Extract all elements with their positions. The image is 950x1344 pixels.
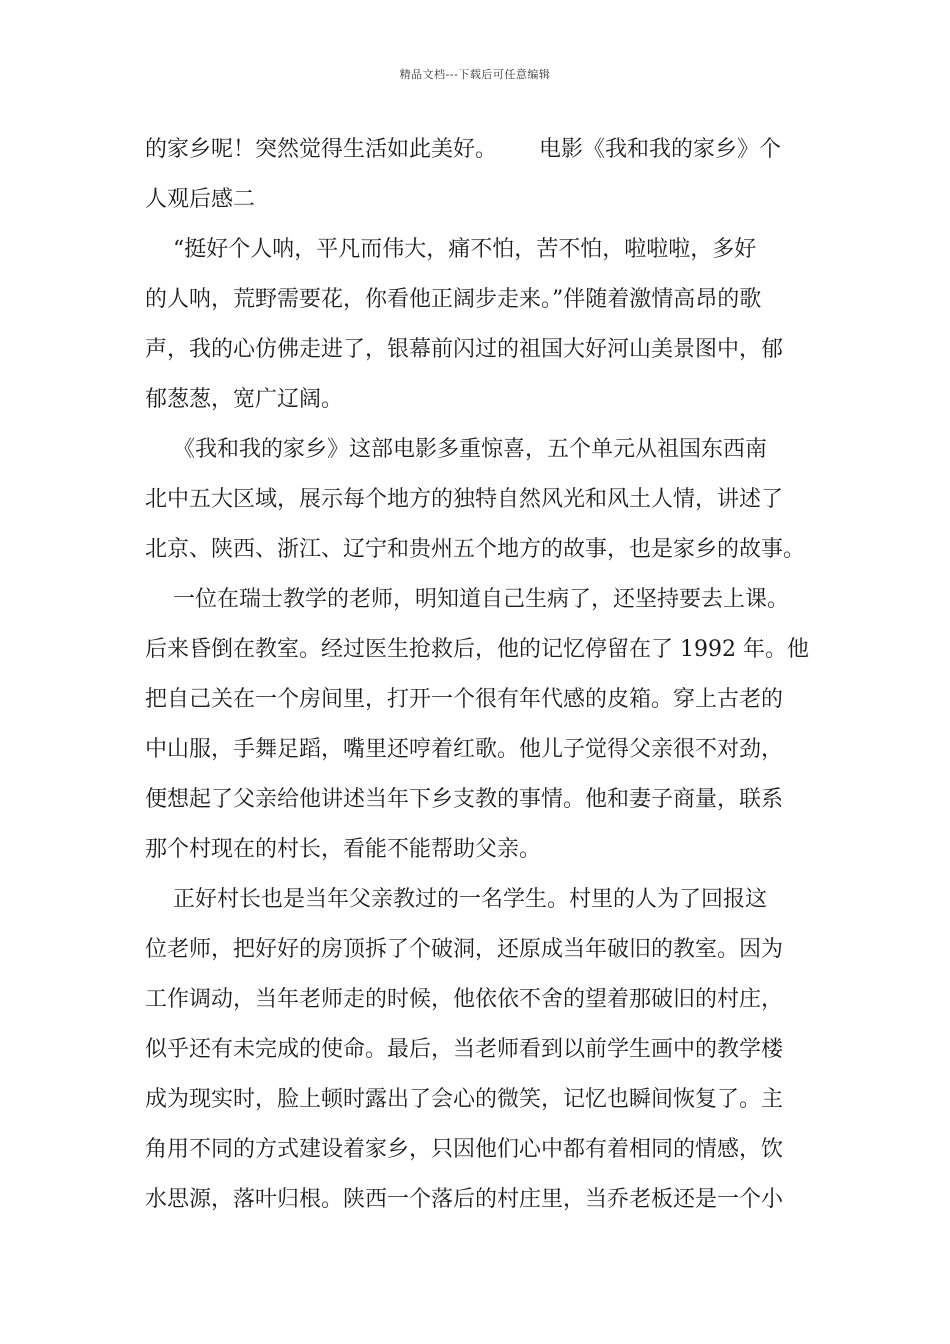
text-line: 北京、陕西、浙江、辽宁和贵州五个地方的故事，也是家乡的故事。 [145, 537, 806, 562]
text-line: 把自己关在一个房间里，打开一个很有年代感的皮箱。穿上古老的 [145, 687, 784, 712]
text-line: 一位在瑞士教学的老师，明知道自己生病了，还坚持要去上课。 [145, 587, 789, 612]
text-line: 声，我的心仿佛走进了，银幕前闪过的祖国大好河山美景图中，郁 [145, 337, 784, 362]
text-line: 《我和我的家乡》这部电影多重惊喜，五个单元从祖国东西南 [145, 437, 767, 462]
text-line: 位老师，把好好的房顶拆了个破洞，还原成当年破旧的教室。因为 [145, 937, 784, 962]
text-line: 角用不同的方式建设着家乡，只因他们心中都有着相同的情感，饮 [145, 1137, 784, 1162]
text-line: 郁葱葱，宽广辽阔。 [145, 387, 344, 412]
text-line: 水思源，落叶归根。陕西一个落后的村庄里，当乔老板还是一个小 [145, 1187, 784, 1212]
text-line: “挺好个人呐，平凡而伟大，痛不怕，苦不怕，啦啦啦，多好 [145, 237, 757, 262]
text-line: 工作调动，当年老师走的时候，他依依不舍的望着那破旧的村庄， [145, 987, 784, 1012]
page-header: 精品文档---下载后可任意编辑 [399, 68, 551, 81]
text-line: 的人呐，荒野需要花，你看他正阔步走来。”伴随着激情高昂的歌 [145, 287, 762, 312]
text-line: 便想起了父亲给他讲述当年下乡支教的事情。他和妻子商量，联系 [145, 787, 784, 812]
text-line: 似乎还有未完成的使命。最后，当老师看到以前学生画中的教学楼 [145, 1037, 784, 1062]
text-line: 北中五大区域，展示每个地方的独特自然风光和风土人情，讲述了 [145, 487, 784, 512]
text-line: 那个村现在的村长，看能不能帮助父亲。 [145, 837, 542, 862]
text-line: 后来昏倒在教室。经过医生抢救后，他的记忆停留在了 1992 年。他 [145, 637, 809, 662]
text-line: 的家乡呢！突然觉得生活如此美好。 电影《我和我的家乡》个 [145, 137, 781, 162]
text-line: 成为现实时，脸上顿时露出了会心的微笑，记忆也瞬间恢复了。主 [145, 1087, 784, 1112]
text-line: 正好村长也是当年父亲教过的一名学生。村里的人为了回报这 [145, 887, 767, 912]
text-line: 人观后感二 [145, 187, 256, 212]
text-line: 中山服，手舞足蹈，嘴里还哼着红歌。他儿子觉得父亲很不对劲， [145, 737, 784, 762]
